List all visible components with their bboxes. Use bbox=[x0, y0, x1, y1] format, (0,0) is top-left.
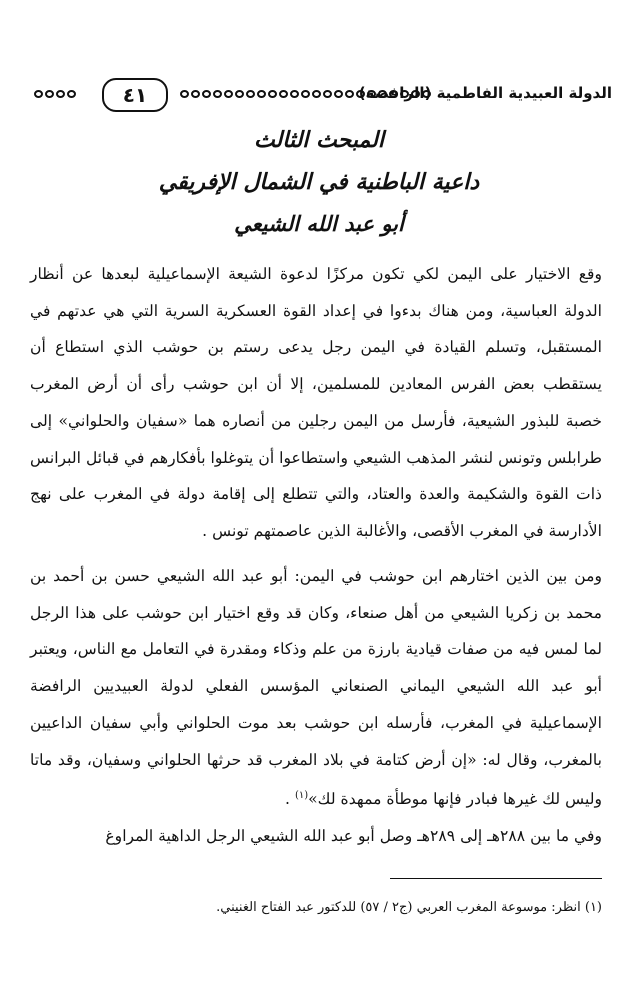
page-header bbox=[28, 78, 612, 114]
footnote-divider bbox=[390, 878, 602, 879]
body-paragraph-3: وفي ما بين ٢٨٨هـ إلى ٢٨٩هـ وصل أبو عبد الله الشيعي الرجل الداهية المراوغ bbox=[105, 827, 602, 845]
running-title: الدولة العبيدية الفاطمية (الرافضة) bbox=[358, 84, 612, 102]
page-number: ٤١ bbox=[102, 78, 168, 112]
ornament-divider-end bbox=[34, 90, 76, 102]
paragraph-2-end: . bbox=[285, 790, 295, 809]
chapter-title: داعية الباطنية في الشمال الإفريقي bbox=[158, 170, 480, 195]
chapter-subtitle: أبو عبد الله الشيعي bbox=[234, 212, 404, 236]
footnote: (١) انظر: موسوعة المغرب العربي (ج٢ / ٥٧) للدكتور عبد الفتاح الغنيني. bbox=[216, 900, 602, 915]
section-heading: المبحث الثالث bbox=[253, 128, 385, 153]
footnote-reference: (١) bbox=[294, 790, 309, 802]
body-paragraph-1: وقع الاختيار على اليمن لكي تكون مركزًا لدعوة الشيعة الإسماعيلية لبعدها عن أنظار الدولة العباسية، ومن هناك بدءوا في إعداد القوة العسكرية السرية التي هي عدتهم في المستقبل، وتسلم القيادة في اليمن رجل يدعى رستم بن حوشب الذي استطاع أن يستقطب بعض الفرس المعادين للمسلمين، إلا أن ابن حوشب رأى أن أرض المغرب خصبة للبذور الشيعية، فأرسل من اليمن رجلين من أنصاره هما «سفيان والحلواني» إلى طرابلس وتونس لنشر المذهب الشيعي واستطاعوا أن يتوغلوا بأفكارهم في قبائل البرانس ذات القوة والشكيمة والعدة والعتاد، والتي تتطلع إلى إقامة دولة في المغرب على نهج الأدارسة في المغرب الأقصى، والأغالبة الذين عاصمتهم تونس . bbox=[30, 265, 602, 540]
paragraph-2-text: ومن بين الذين اختارهم ابن حوشب في اليمن: أبو عبد الله الشيعي حسن بن أحمد بن محمد بن زكريا الشيعي من أهل صنعاء، وكان قد وقع اختيار ابن حوشب على هذا الرجل لما لمس فيه من صفات قيادية بارزة من علم وذكاء ومقدرة في التعامل مع الناس، ويعتبر أبو عبد الله الشيعي اليماني الصنعاني المؤسس الفعلي لدولة العبيديين الرافضة الإسماعيلية في المغرب، فأرسله ابن حوشب بعد موت الحلواني وأبي سفيان الداعيين بالمغرب، وقال له: «إن أرض كتامة في بلاد المغرب قد حرثها الحلواني وسفيان، وقد ماتا وليس لك غيرها فبادر فإنها موطأة ممهدة لك» bbox=[30, 567, 602, 809]
body-paragraph-2 bbox=[30, 558, 602, 818]
ornament-divider bbox=[180, 90, 431, 102]
